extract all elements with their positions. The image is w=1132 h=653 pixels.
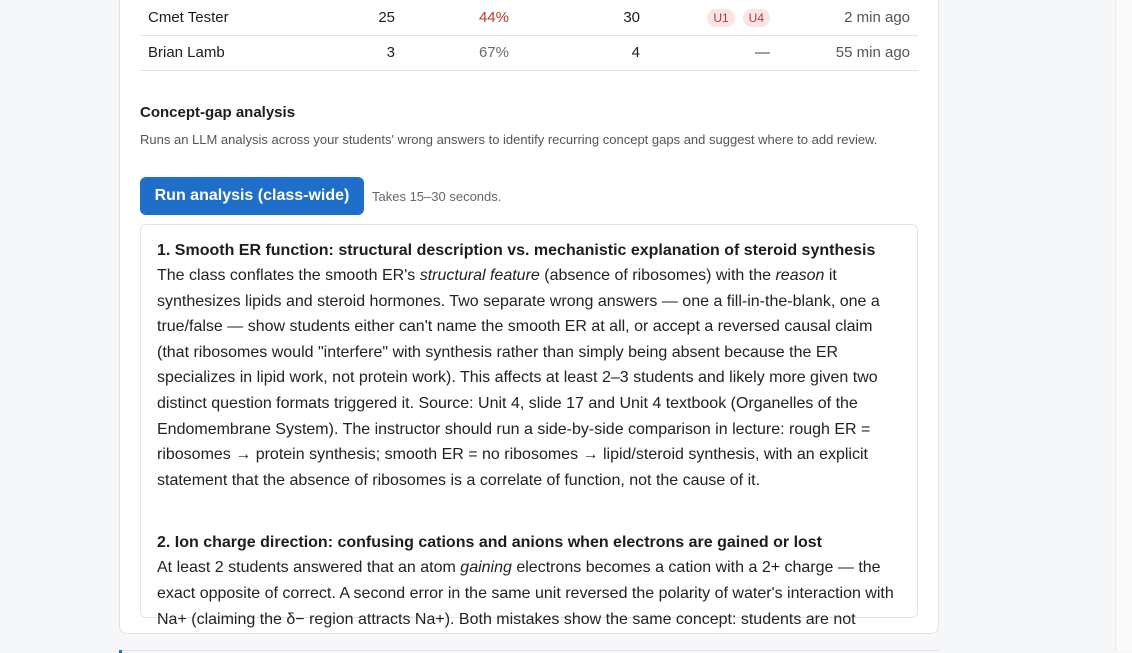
page-scrollbar[interactable] [1115,0,1132,652]
gap-item [157,239,901,493]
gap-item [157,531,901,632]
run-analysis-button[interactable]: Run analysis (class-wide) [140,177,364,215]
gap-title: 1. Smooth ER function: structural description vs. mechanistic explanation of steroid synthesis [157,242,876,259]
student-last-active: 2 min ago [844,9,910,26]
gap-body-emphasis: reason [775,267,825,284]
gap-title: 2. Ion charge direction: confusing cations and anions when electrons are gained or lost [157,534,823,552]
student-name: Brian Lamb [148,44,225,61]
students-table [140,1,918,71]
run-analysis-hint: Takes 15–30 seconds. [372,189,502,204]
student-count-a: 3 [386,44,395,61]
next-section-divider [119,650,939,652]
gap-body [157,555,901,632]
student-name: Cmet Tester [148,9,229,26]
student-percent: 44% [478,9,509,26]
gap-body-text: it synthesizes lipids and steroid hormones. Two separate wrong answers — one a fill-in-the-blank, one a true/false — show students either can't name the smooth ER at all, or accept a reversed causal claim (that ribosomes would "interfere" with synthesis rather than simply being absent because the ER specializes in lipid work, not protein work). This affects at least 2–3 students and likely more given two distinct question formats triggered it. Source: Unit 4, slide 17 and Unit 4 textbook (Organelles of the Endomembrane System). The instructor should run a side-by-side comparison in lecture: rough ER = ribosomes → protein synthesis; smooth ER = no ribosomes → lipid/steroid synthesis, with an explicit statement that the absence of ribosomes is a correlate of function, not the cause of it. [157,267,880,489]
student-last-active: 55 min ago [835,44,910,61]
student-units [707,1,770,35]
student-count-a: 25 [378,9,395,26]
concept-gap-title: Concept-gap analysis [140,104,296,121]
gap-body-text: At least 2 students answered that an atom [157,559,461,577]
gap-body-text: The class conflates the smooth ER's [157,267,420,284]
table-row[interactable] [140,36,918,71]
analysis-results[interactable] [140,224,918,628]
unit-badge: U4 [743,9,770,27]
table-row[interactable] [140,1,918,36]
gap-body [157,263,901,493]
gap-body-text: (absence of ribosomes) with the [539,267,776,284]
class-card [119,0,939,634]
unit-badge: U1 [707,9,734,27]
concept-gap-description: Runs an LLM analysis across your students' wrong answers to identify recurring concept gaps and suggest where to add review. [140,132,878,147]
gap-body-emphasis: gaining [460,559,512,577]
gap-spacer [157,493,901,531]
student-count-b: 30 [623,9,640,26]
gap-body-emphasis: structural feature [419,267,540,284]
student-units-empty: — [755,44,770,61]
gap-body-text: electrons becomes a cation with a 2+ charge — the exact opposite of correct. A second error in the same unit reversed the polarity of water's interaction with Na+ (claiming the δ− region attracts Na+). Both mistakes show the same concept: students are not [157,559,894,628]
student-count-b: 4 [631,44,640,61]
student-percent: 67% [478,44,509,61]
